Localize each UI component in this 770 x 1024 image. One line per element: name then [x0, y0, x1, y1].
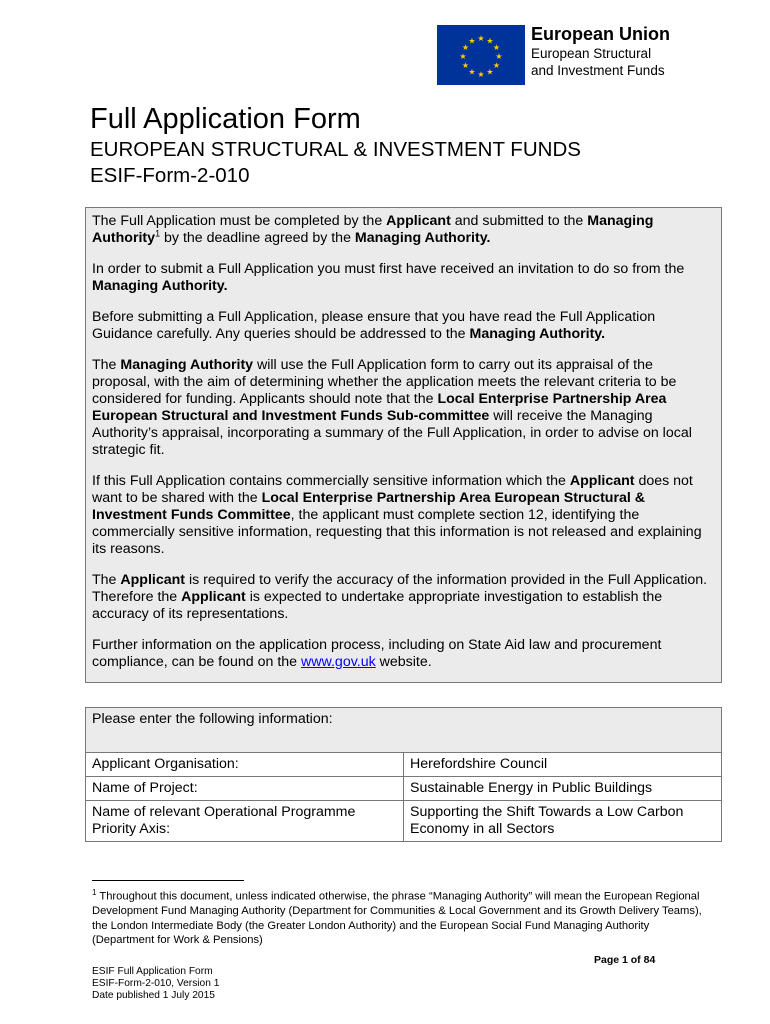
table-row — [86, 801, 722, 842]
text: will receive the Managing Authority’s appraisal, incorporating a summary of the Full Application, in order to advise on local strategic fit. — [92, 408, 692, 458]
text: Before submitting a Full Application, please ensure that you have read the Full Application Guidance carefully. Any queries should be addressed to the — [92, 309, 656, 342]
row-label: Applicant Organisation: — [86, 753, 404, 777]
text: In order to submit a Full Application you must first have received an invitation to do so from the — [92, 261, 685, 277]
eu-subtitle-line-2: and Investment Funds — [531, 63, 665, 78]
title-block — [90, 102, 581, 189]
text: , the applicant must complete section 12, identifying the commercially sensitive information, requesting that this information is not released and explaining its reasons. — [92, 507, 702, 557]
row-label: Name of Project: — [86, 777, 404, 801]
intro-paragraph-5 — [92, 473, 715, 558]
svg-text:★: ★ — [461, 61, 470, 70]
text: and submitted to the — [450, 213, 588, 229]
eu-subtitle-line-1: European Structural — [531, 46, 652, 61]
footer-line-1: ESIF Full Application Form — [92, 966, 213, 977]
page-number: Page 1 of 84 — [594, 954, 656, 966]
text: website. — [375, 654, 432, 670]
svg-text:★: ★ — [492, 61, 501, 70]
text: does not want to be shared with the — [92, 473, 693, 506]
gov-uk-link[interactable]: www.gov.uk — [301, 654, 376, 670]
eu-logo-header — [437, 25, 670, 85]
footer-line-2: ESIF-Form-2-010, Version 1 — [92, 978, 220, 989]
svg-text:★: ★ — [495, 52, 503, 61]
text: will use the Full Application form to carry out its appraisal of the proposal, with the aim of determining whether the application meets the relevant criteria to be considered for funding. Applicants should note that the — [92, 357, 677, 407]
eu-flag-icon — [437, 25, 525, 85]
row-value: Supporting the Shift Towards a Low Carbon Economy in all Sectors — [404, 801, 722, 842]
bold-text: Managing Authority — [92, 213, 654, 246]
intro-paragraph-1 — [92, 213, 715, 247]
text: is expected to undertake appropriate investigation to establish the accuracy of its representations. — [92, 589, 663, 622]
bold-text: Local Enterprise Partnership Area European Structural and Investment Funds Sub-committee — [92, 391, 667, 424]
svg-text:★: ★ — [468, 67, 476, 77]
svg-text:★: ★ — [477, 70, 485, 79]
form-code: ESIF-Form-2-010 — [90, 164, 250, 187]
row-value: Herefordshire Council — [404, 753, 722, 777]
table-header-row — [86, 708, 722, 753]
text: The — [92, 572, 121, 588]
bold-text: Managing Authority. — [354, 230, 491, 246]
intro-paragraph-7 — [92, 637, 715, 671]
intro-paragraph-6 — [92, 572, 715, 623]
footnote-marker: 1 — [155, 228, 161, 239]
footnote-divider — [92, 880, 244, 881]
svg-text:★: ★ — [486, 67, 494, 77]
page-title: Full Application Form — [90, 103, 361, 135]
text: Further information on the application process, including on State Aid law and procurement compliance, can be found on the — [92, 637, 662, 670]
footer-line-3: Date published 1 July 2015 — [92, 990, 215, 1001]
intro-paragraph-2 — [92, 261, 715, 295]
intro-box — [85, 207, 722, 683]
bold-text: Managing Authority. — [92, 278, 228, 294]
row-value: Sustainable Energy in Public Buildings — [404, 777, 722, 801]
page-footer — [92, 966, 219, 1002]
svg-text:★: ★ — [461, 43, 470, 52]
svg-text:★: ★ — [468, 36, 476, 46]
text: by the deadline agreed by the — [160, 230, 355, 246]
bold-text: Applicant — [569, 473, 635, 489]
bold-text: Managing Authority — [120, 357, 254, 373]
table-row — [86, 777, 722, 801]
text: If this Full Application contains commercially sensitive information which the — [92, 473, 570, 489]
bold-text: Applicant — [386, 213, 451, 229]
footnote-number: 1 — [92, 888, 97, 897]
footnote-text: Throughout this document, unless indicated otherwise, the phrase “Managing Authority” will mean the European Regional Development Fund Managing Authority (Department for Communities & Local Government and its Growth Delivery Teams), the London Intermediate Body (the Greater London Authority) and the European Social Fund Managing Authority (Department for Work & Pensions) — [92, 890, 702, 947]
text: The Full Application must be completed by the — [92, 213, 387, 229]
table-header: Please enter the following information: — [86, 708, 722, 753]
intro-paragraph-4 — [92, 357, 715, 459]
applicant-info-table — [85, 707, 722, 842]
svg-text:★: ★ — [486, 36, 494, 46]
text: The — [92, 357, 121, 373]
bold-text: Managing Authority. — [469, 326, 606, 342]
intro-paragraph-3 — [92, 309, 715, 343]
table-row — [86, 753, 722, 777]
svg-text:★: ★ — [492, 43, 501, 52]
bold-text: Applicant — [120, 572, 186, 588]
footnote — [92, 886, 712, 948]
page-subtitle: EUROPEAN STRUCTURAL & INVESTMENT FUNDS — [90, 138, 581, 161]
svg-text:★: ★ — [477, 34, 485, 43]
text: is required to verify the accuracy of the information provided in the Full Application. Therefore the — [92, 572, 708, 605]
row-label: Name of relevant Operational Programme Priority Axis: — [86, 801, 404, 842]
eu-title: European Union — [531, 24, 670, 44]
svg-text:★: ★ — [459, 52, 467, 61]
bold-text: Applicant — [181, 589, 246, 605]
bold-text: Local Enterprise Partnership Area European Structural & Investment Funds Committee — [92, 490, 646, 523]
